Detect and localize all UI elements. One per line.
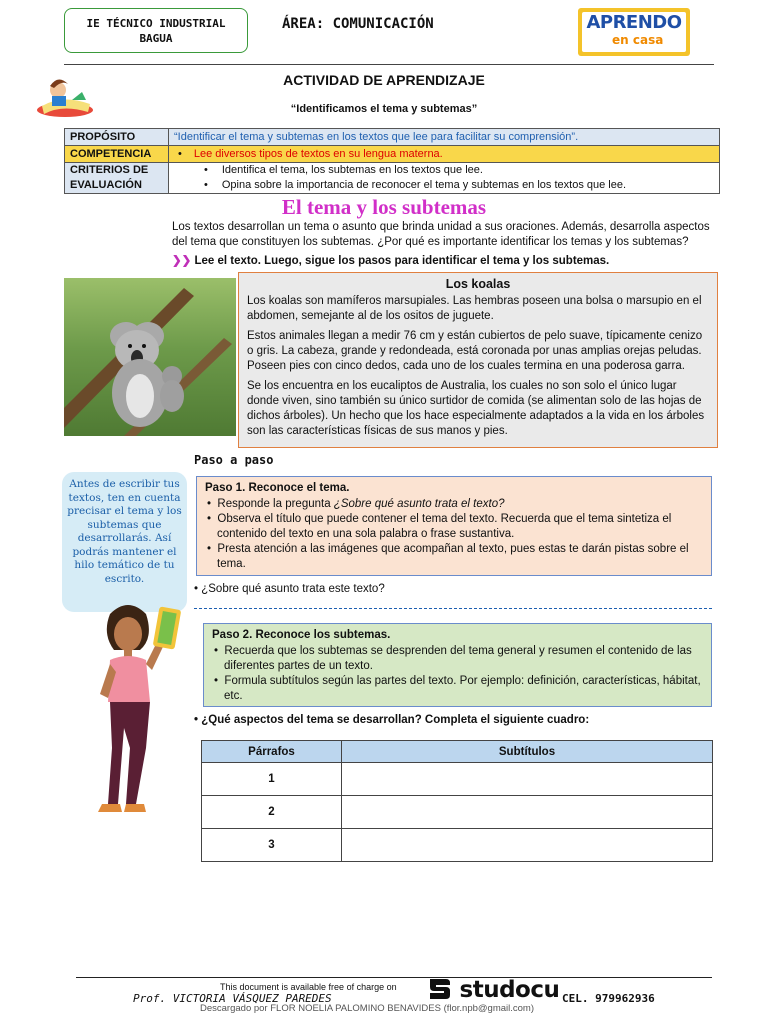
criterios-label [65,163,169,194]
criterios-value [169,163,720,194]
studocu-logo[interactable] [426,975,559,1003]
paragraph-number: 2 [202,796,342,829]
competencia-value: • Lee diversos tipos de textos en su lengua materna. [169,146,720,163]
paso-2-bullet-1: • Recuerda que los subtemas se desprenden del tema general y resumen el contenido de las diferentes partes de un texto. [214,645,692,672]
school-name-line1: IE TÉCNICO INDUSTRIAL [86,16,226,30]
criterio-2: • Opina sobre la importancia de reconocer el tema y subtemas en los textos que lee. [204,179,627,191]
activity-title: ACTIVIDAD DE APRENDIZAJE [283,72,485,88]
answer-line[interactable] [194,608,712,609]
aprendo-en-casa-logo [578,8,690,56]
question-1: • ¿Sobre qué asunto trata este texto? [194,583,385,595]
criterios-row [65,163,720,194]
student-girl-illustration [88,598,198,824]
activity-subtitle: “Identificamos el tema y subtemas” [290,103,478,115]
paso-2-box [203,623,712,707]
section-intro: Los textos desarrollan un tema o asunto que brinda unidad a sus oraciones. Además, desarrolla aspectos del tema que constituyen los subtemas. ¿Por qué es importante identificar los temas y los subtemas? [172,221,710,248]
proposito-value: “Identificar el tema y subtemas en los textos que lee para facilitar su comprensión”. [169,129,720,146]
phone-number: CEL. 979962936 [562,992,655,1005]
koala-photo [64,278,236,436]
criterios-label-2: EVALUACIÓN [70,179,142,191]
area-label: ÁREA: COMUNICACIÓN [282,16,434,32]
subtitles-table [201,740,713,862]
paso-1-title: Paso 1. Reconoce el tema. [205,482,350,494]
subtitle-cell[interactable] [342,763,713,796]
proposito-label: PROPÓSITO [65,129,169,146]
studocu-icon [426,975,452,1001]
logo-text-bottom: en casa [612,33,664,47]
school-name-box [64,8,248,53]
competencia-label: COMPETENCIA [65,146,169,163]
koala-paragraph-3: Se los encuentra en los eucaliptos de Australia, los cuales no son solo el único lugar donde viven, sino también su único surtidor de comida (se alimentan solo de las hojas de dichos árboles). Un hecho que los hace especialmente adaptados a la vida en los árboles son las características físicas de sus manos y pies. [247,380,705,437]
table-row [202,763,713,796]
header-subtitulos: Subtítulos [342,741,713,763]
proposito-row [65,129,720,146]
availability-note: This document is available free of charge on [220,982,397,992]
header-parrafos: Párrafos [202,741,342,763]
school-name-line2: BAGUA [139,31,173,45]
koala-title: Los koalas [445,277,511,291]
logo-text-top: APRENDO [586,12,682,33]
paragraph-number: 3 [202,829,342,862]
competencia-row [65,146,720,163]
paso-2-bullet-2: • Formula subtítulos según las partes del texto. Por ejemplo: definición, características, hábitat, etc. [214,675,701,702]
koala-paragraph-2: Estos animales llegan a medir 76 cm y están cubiertos de pelo suave, típicamente cenizo o gris. La cabeza, grande y redondeada, está coronada por unas amplias orejas peludas. Poseen pies con cinco dedos, cada uno de los cuales termina en una poderosa garra. [247,330,703,372]
koala-reading-box [238,272,718,448]
paso-1-bullet-2: • Observa el título que puede contener el tema del texto. Recuerda que el tema sintetiza el contenido del texto en una sola palabra o frase sustantiva. [207,513,672,540]
criterios-label-1: CRITERIOS DE [70,164,149,176]
paso-2-title: Paso 2. Reconoce los subtemas. [212,629,391,641]
competencia-text: Lee diversos tipos de textos en su lengua materna. [193,148,443,160]
table-row [202,796,713,829]
studocu-text: studocu [459,977,560,1003]
subtitle-cell[interactable] [342,829,713,862]
reading-instruction [172,253,609,267]
footer-divider [76,977,712,978]
header-divider [64,64,714,65]
double-chevron-icon: ❯❯ [172,255,192,267]
teacher-name: Prof. VICTORIA VÁSQUEZ PAREDES [133,992,332,1005]
download-note: Descargado por FLOR NOELIA PALOMINO BENAVIDES (flor.npb@gmail.com) [200,1003,534,1014]
koala-paragraph-1: Los koalas son mamíferos marsupiales. Las hembras poseen una bolsa o marsupio en el abdomen, semejante al de los ositos de juguete. [247,295,702,322]
subtitle-cell[interactable] [342,796,713,829]
tip-speech-bubble: Antes de escribir tus textos, ten en cuenta precisar el tema y los subtemas que desarrollarás. Así podrás mantener el hilo temático de tu escrito. [62,472,187,612]
table-row [202,829,713,862]
paso-1-bullet-3: • Presta atención a las imágenes que acompañan al texto, pues estas te darán pistas sobre el tema. [207,543,689,570]
instruction-text: Lee el texto. Luego, sigue los pasos para identificar el tema y los subtemas. [194,255,610,267]
activity-info-table [64,128,720,194]
paso-a-paso-title: Paso a paso [194,453,274,467]
criterio-1: • Identifica el tema, los subtemas en los textos que lee. [204,164,483,176]
section-heading: El tema y los subtemas [281,195,487,219]
paso-1-box [196,476,712,576]
paso-1-bullet-1: • Responde la pregunta ¿Sobre qué asunto trata el texto? [207,498,505,510]
paragraph-number: 1 [202,763,342,796]
question-2: • ¿Qué aspectos del tema se desarrollan? Completa el siguiente cuadro: [194,714,590,726]
